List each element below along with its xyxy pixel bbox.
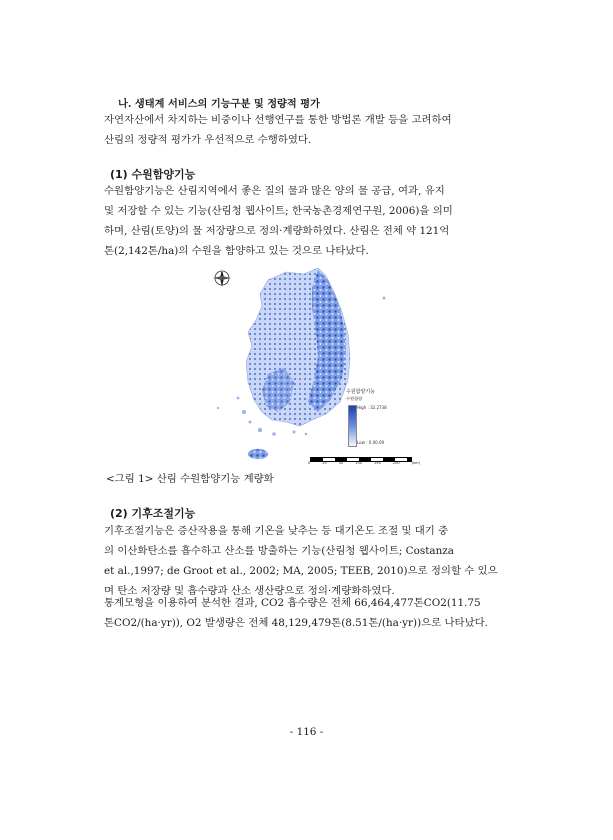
scale-tick-label: 50	[338, 461, 344, 465]
text-line: 톤(2,142톤/ha)의 수원을 함양하고 있는 것으로 나타났다.	[104, 245, 369, 257]
text-line: 자연자산에서 차지하는 비중이나 선행연구를 통한 방법론 개발 등을 고려하여	[104, 114, 452, 126]
text-line: 산림의 정량적 평가가 우선적으로 수행하였다.	[104, 134, 312, 146]
intro-paragraph	[104, 110, 516, 150]
legend-low-label: Low : 0.00.09	[357, 440, 385, 445]
text-line: et al.,1997; de Groot et al., 2002; MA, 2005; TEEB, 2010)으로 정의할 수 있으	[104, 565, 498, 577]
text-line: 및 저장할 수 있는 기능(산림청 웹사이트; 한국농촌경제연구원, 2006)을 의미	[104, 205, 453, 217]
map-legend	[346, 388, 424, 458]
subsection-title-water: (1) 수원함양기능	[110, 168, 196, 181]
scale-tick-label: 200	[392, 461, 400, 465]
text-line: 톤CO2/(ha·yr)), O2 발생량은 전체 48,129,479톤(8.51톤/(ha·yr))으로 나타났다.	[104, 617, 488, 629]
jeju-island	[248, 449, 268, 459]
figure-caption: <그림 1> 산림 수원함양기능 계량화	[106, 473, 274, 485]
climate-paragraph	[104, 521, 516, 601]
water-retention-map-figure	[208, 262, 420, 474]
scale-tick-label: 25	[322, 461, 327, 465]
legend-color-ramp	[348, 405, 357, 447]
scale-unit: (km)	[411, 461, 420, 465]
scale-tick-label: 150	[374, 461, 381, 465]
text-line: 수원함양기능은 산림지역에서 좋은 질의 물과 많은 양의 물 공급, 여과, 유지	[104, 185, 445, 197]
water-paragraph	[104, 181, 516, 261]
scale-labels	[308, 461, 420, 465]
subsection-title-climate: (2) 기후조절기능	[110, 507, 196, 520]
legend-title: 수원함양기능	[346, 389, 375, 395]
climate-result-paragraph	[104, 593, 516, 633]
text-line: 하며, 산림(토양)의 물 저장량으로 정의·계량화하였다. 산림은 전체 약 121억	[104, 225, 450, 237]
text-line: 통계모형을 이용하여 분석한 결과, CO2 흡수량은 전체 66,464,477톤CO2(11.75	[104, 597, 481, 609]
scale-tick-label: 0	[308, 461, 311, 465]
legend-subtitle: 수원함량	[346, 396, 363, 401]
text-line: 며 탄소 저장량 및 흡수량과 산소 생산량으로 정의·계량화하였다.	[104, 585, 395, 597]
text-line: 의 이산화탄소를 흡수하고 산소를 방출하는 기능(산림청 웹사이트; Costanza	[104, 545, 454, 557]
page-number: - 116 -	[289, 726, 324, 738]
section-heading: 나. 생태계 서비스의 기능구분 및 정량적 평가	[118, 98, 320, 110]
north-label: N	[220, 269, 224, 273]
text-line: 기후조절기능은 증산작용을 통해 기온을 낮추는 등 대기온도 조절 및 대기 중	[104, 525, 449, 537]
north-arrow	[212, 268, 232, 288]
scale-tick-label: 100	[355, 461, 363, 465]
legend-high-label: High : 32.2738	[357, 405, 387, 410]
